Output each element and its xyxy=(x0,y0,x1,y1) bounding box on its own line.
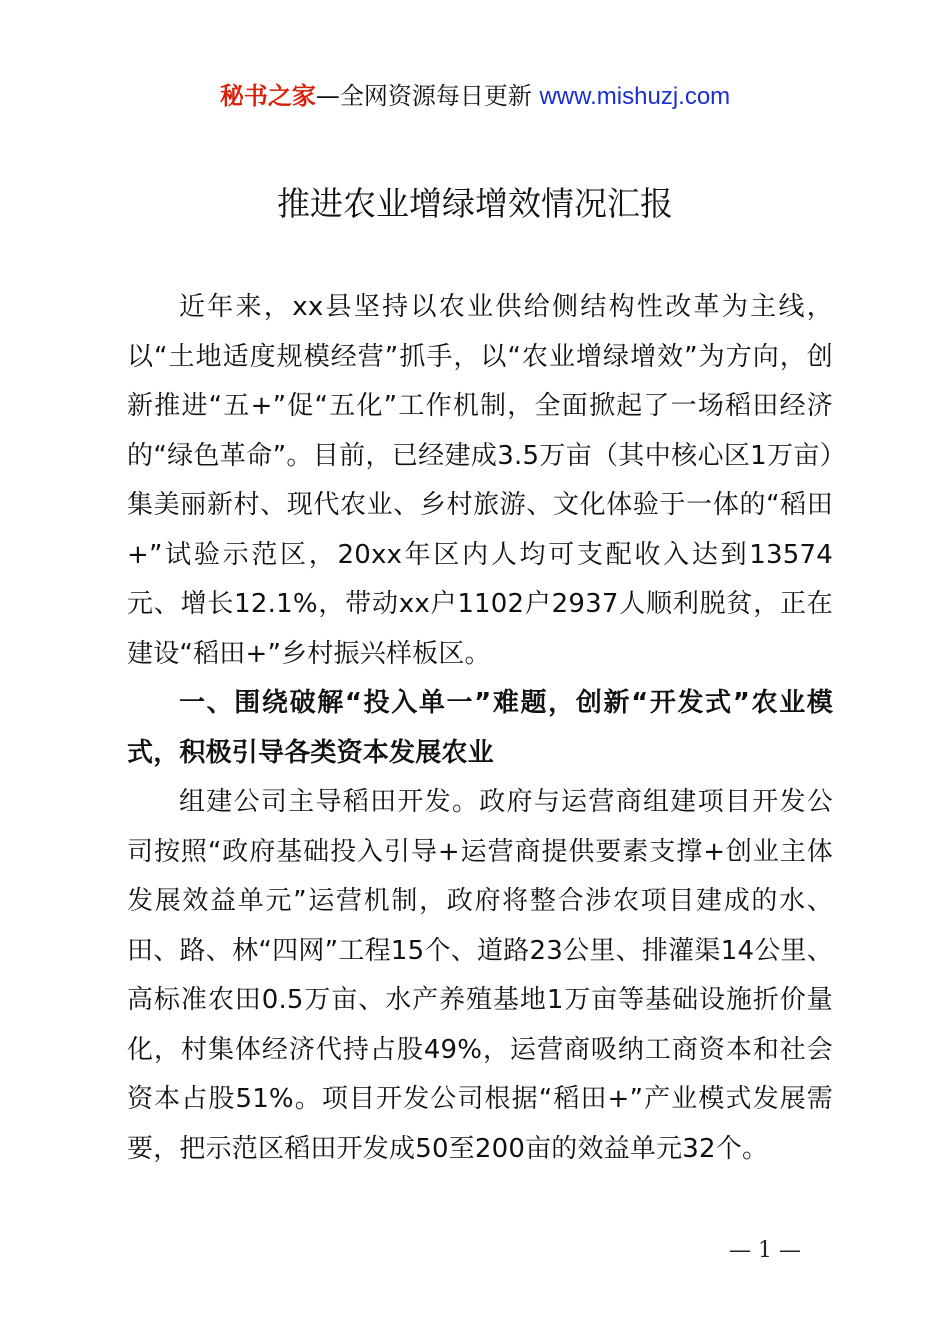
paragraph-intro: 近年来，xx县坚持以农业供给侧结构性改革为主线，以“土地适度规模经营”抓手，以“农业增绿增效”为方向，创新推进“五+”促“五化”工作机制，全面掀起了一场稻田经济的“绿色革命”。目前，已经建成3.5万亩（其中核心区1万亩）集美丽新村、现代农业、乡村旅游、文化体验于一体的“稻田+”试验示范区，20xx年区内人均可支配收入达到13574元、增长12.1%，带动xx户1102户2937人顺利脱贫，正在建设“稻田+”乡村振兴样板区。 xyxy=(127,292,833,669)
site-url[interactable]: www.mishuzj.com xyxy=(539,83,731,110)
site-header xyxy=(0,80,950,113)
page-number: — 1 — xyxy=(729,1238,801,1263)
paragraph-company: 组建公司主导稻田开发。政府与运营商组建项目开发公司按照“政府基础投入引导+运营商提供要素支撑+创业主体发展效益单元”运营机制，政府将整合涉农项目建成的水、田、路、林“四网”工程15个、道路23公里、排灌渠14公里、高标准农田0.5万亩、水产养殖基地1万亩等基础设施折价量化，村集体经济代持占股49%，运营商吸纳工商资本和社会资本占股51%。项目开发公司根据“稻田+”产业模式发展需要，把示范区稻田开发成50至200亩的效益单元32个。 xyxy=(127,787,833,1164)
site-slogan: —全网资源每日更新 xyxy=(315,82,532,110)
document-title: 推进农业增绿增效情况汇报 xyxy=(277,184,673,223)
document-body xyxy=(127,283,833,1174)
site-brand: 秘书之家 xyxy=(219,82,316,110)
section-heading-1: 一、围绕破解“投入单一”难题，创新“开发式”农业模式，积极引导各类资本发展农业 xyxy=(127,688,833,768)
